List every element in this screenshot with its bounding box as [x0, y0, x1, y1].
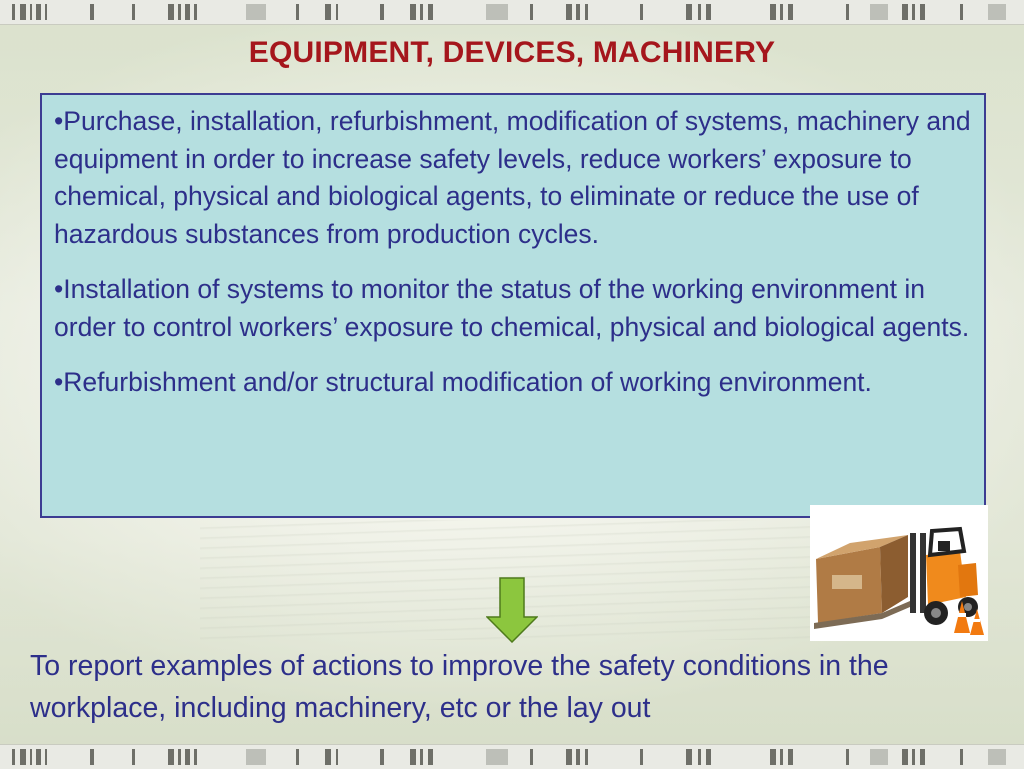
top-decorative-strip — [0, 0, 1024, 25]
bullet-panel — [40, 93, 986, 518]
footer-caption: To report examples of actions to improve the safety conditions in the workplace, including machinery, etc or the lay out — [30, 650, 889, 724]
bottom-decorative-strip — [0, 744, 1024, 769]
slide-title: EQUIPMENT, DEVICES, MACHINERY — [248, 36, 776, 69]
bullet-item: •Refurbishment and/or structural modification of working environment. — [54, 367, 872, 397]
bullet-item: •Purchase, installation, refurbishment, modification of systems, machinery and equipment in order to increase safety levels, reduce workers’ exposure to chemical, physical and biological agents, to eliminate or reduce the use of hazardous substances from production cycles. — [54, 106, 971, 249]
forklift-illustration — [810, 505, 988, 641]
bullet-item: •Installation of systems to monitor the status of the working environment in order to control workers’ exposure to chemical, physical and biological agents. — [54, 274, 970, 342]
down-arrow-icon — [486, 577, 538, 643]
